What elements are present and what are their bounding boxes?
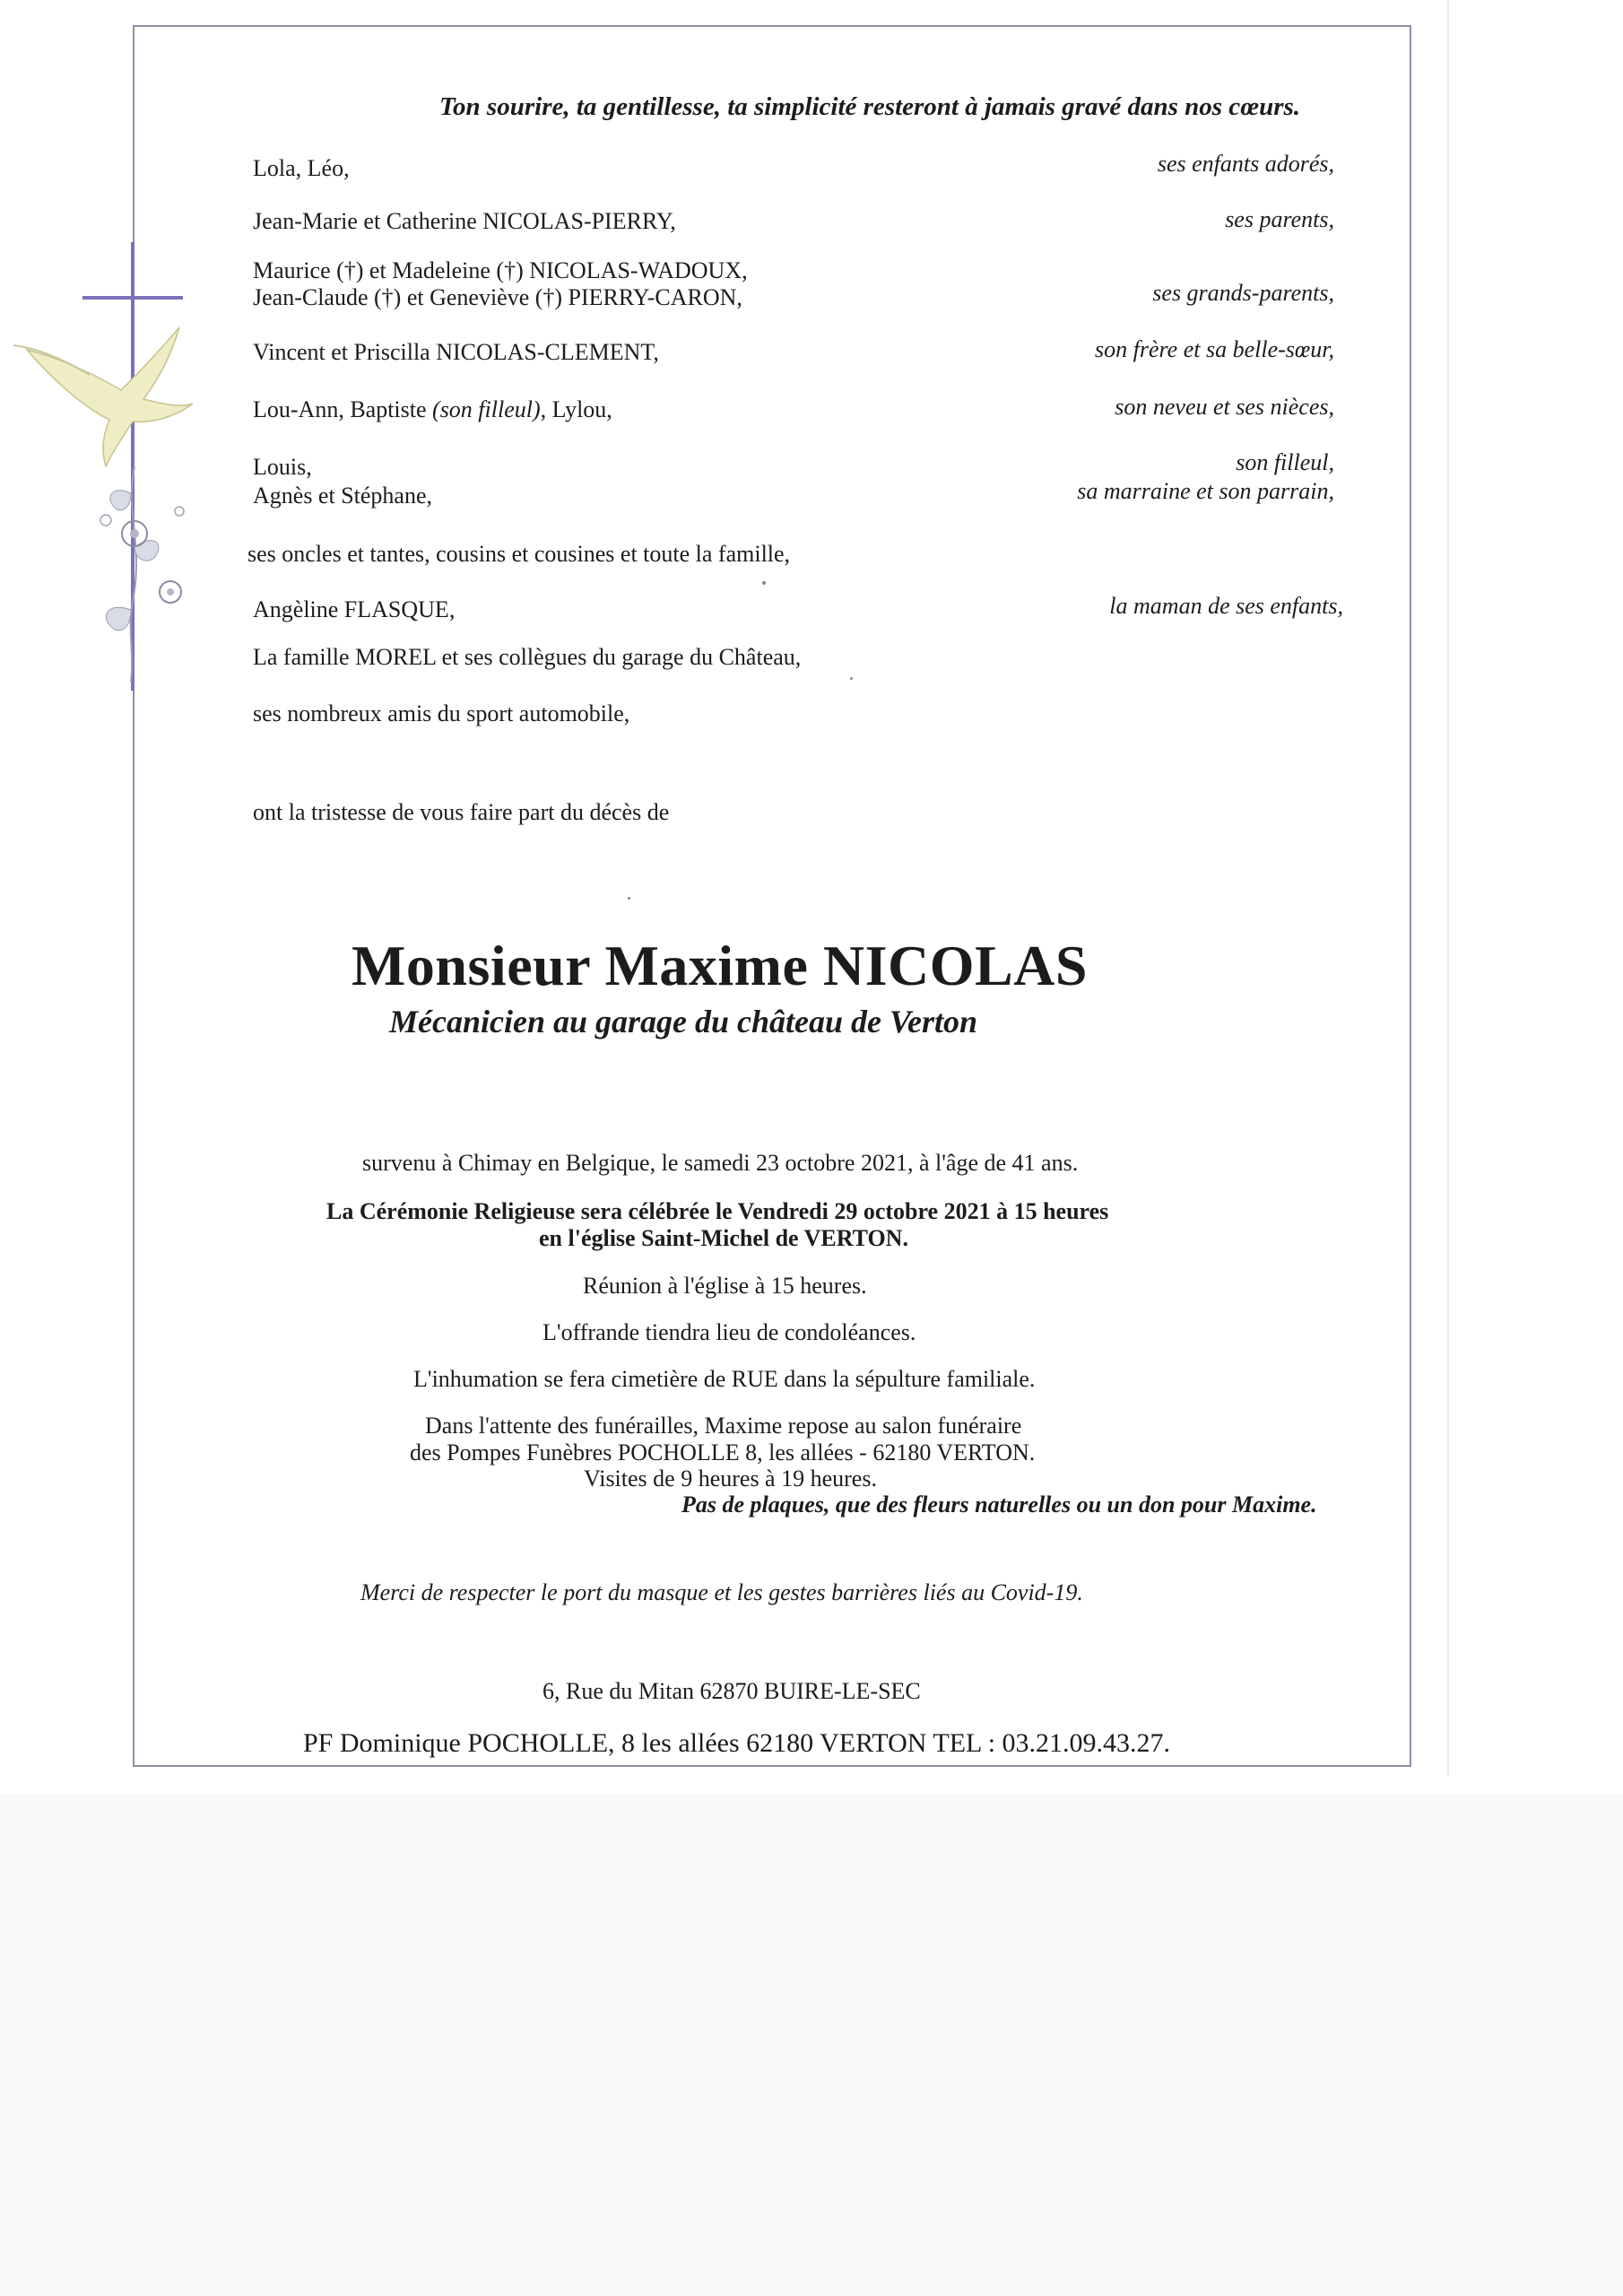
address: 6, Rue du Mitan 62870 BUIRE-LE-SEC (542, 1678, 921, 1704)
family-names-grandparents-2: Jean-Claude (†) et Geneviève (†) PIERRY-CARON, (253, 284, 742, 310)
family-names-children: Lola, Léo, (253, 155, 350, 181)
funeral-home-contact: PF Dominique POCHOLLE, 8 les allées 62180 VERTON TEL : 03.21.09.43.27. (303, 1728, 1171, 1758)
family-names-nephews (253, 396, 612, 424)
family-names-friends: ses nombreux amis du sport automobile, (253, 700, 630, 726)
burial-info: L'inhumation se fera cimetière de RUE dans la sépulture familiale. (413, 1366, 1036, 1392)
scan-background (0, 1794, 1623, 2296)
family-names-nephews-after: Lylou, (546, 396, 612, 422)
family-names-brother: Vincent et Priscilla NICOLAS-CLEMENT, (253, 339, 659, 365)
deceased-occupation: Mécanicien au garage du château de Verton (389, 1004, 978, 1039)
death-details: survenu à Chimay en Belgique, le samedi 23 octobre 2021, à l'âge de 41 ans. (362, 1150, 1079, 1176)
scan-speck (850, 677, 853, 680)
relation-mother-of-children: la maman de ses enfants, (1109, 593, 1343, 619)
family-names-nephews-godson: (son filleul), (432, 396, 547, 422)
rest-line-1: Dans l'attente des funérailles, Maxime repose au salon funéraire (425, 1413, 1022, 1439)
family-names-nephews-before: Lou-Ann, Baptiste (253, 396, 433, 422)
relation-nephews: son neveu et ses nièces, (1115, 394, 1334, 420)
relation-children: ses enfants adorés, (1157, 151, 1334, 177)
ceremony-line-2: en l'église Saint-Michel de VERTON. (539, 1225, 908, 1251)
cross-dove-flower-icon (0, 224, 215, 691)
relation-godchild: son filleul, (1236, 449, 1334, 475)
ceremony-line-1: La Cérémonie Religieuse sera célébrée le Vendredi 29 octobre 2021 à 15 heures (326, 1198, 1109, 1224)
deceased-name: Monsieur Maxime NICOLAS (352, 934, 1088, 997)
covid-info: Merci de respecter le port du masque et les gestes barrières liés au Covid-19. (360, 1579, 1083, 1605)
family-names-grandparents-1: Maurice (†) et Madeleine (†) NICOLAS-WADOUX, (253, 257, 748, 283)
scan-speck (762, 581, 766, 585)
offering-info: L'offrande tiendra lieu de condoléances. (542, 1319, 916, 1345)
family-names-mother-of-children: Angèline FLASQUE, (253, 596, 456, 622)
scan-speck (628, 897, 630, 900)
relation-brother: son frère et sa belle-sœur, (1095, 336, 1334, 362)
family-names-godchild: Louis, (253, 454, 312, 480)
flowers-info: Pas de plaques, que des fleurs naturelles ou un don pour Maxime. (681, 1492, 1317, 1518)
meeting-info: Réunion à l'église à 15 heures. (583, 1273, 867, 1299)
family-names-parents: Jean-Marie et Catherine NICOLAS-PIERRY, (253, 208, 676, 234)
rest-line-2: des Pompes Funèbres POCHOLLE 8, les allées - 62180 VERTON. (410, 1439, 1036, 1465)
relation-grandparents: ses grands-parents, (1152, 280, 1334, 306)
announcement: ont la tristesse de vous faire part du décès de (253, 799, 670, 825)
relation-godparents: sa marraine et son parrain, (1077, 478, 1334, 504)
motto: Ton sourire, ta gentillesse, ta simplicité resteront à jamais gravé dans nos cœurs. (439, 92, 1301, 121)
family-names-extended: ses oncles et tantes, cousins et cousines et toute la famille, (247, 541, 791, 567)
scan-edge-line (1447, 0, 1449, 1776)
family-names-colleagues: La famille MOREL et ses collègues du garage du Château, (253, 644, 802, 670)
family-names-godparents: Agnès et Stéphane, (253, 483, 433, 509)
relation-parents: ses parents, (1225, 206, 1334, 232)
visits-info: Visites de 9 heures à 19 heures. (584, 1465, 877, 1492)
